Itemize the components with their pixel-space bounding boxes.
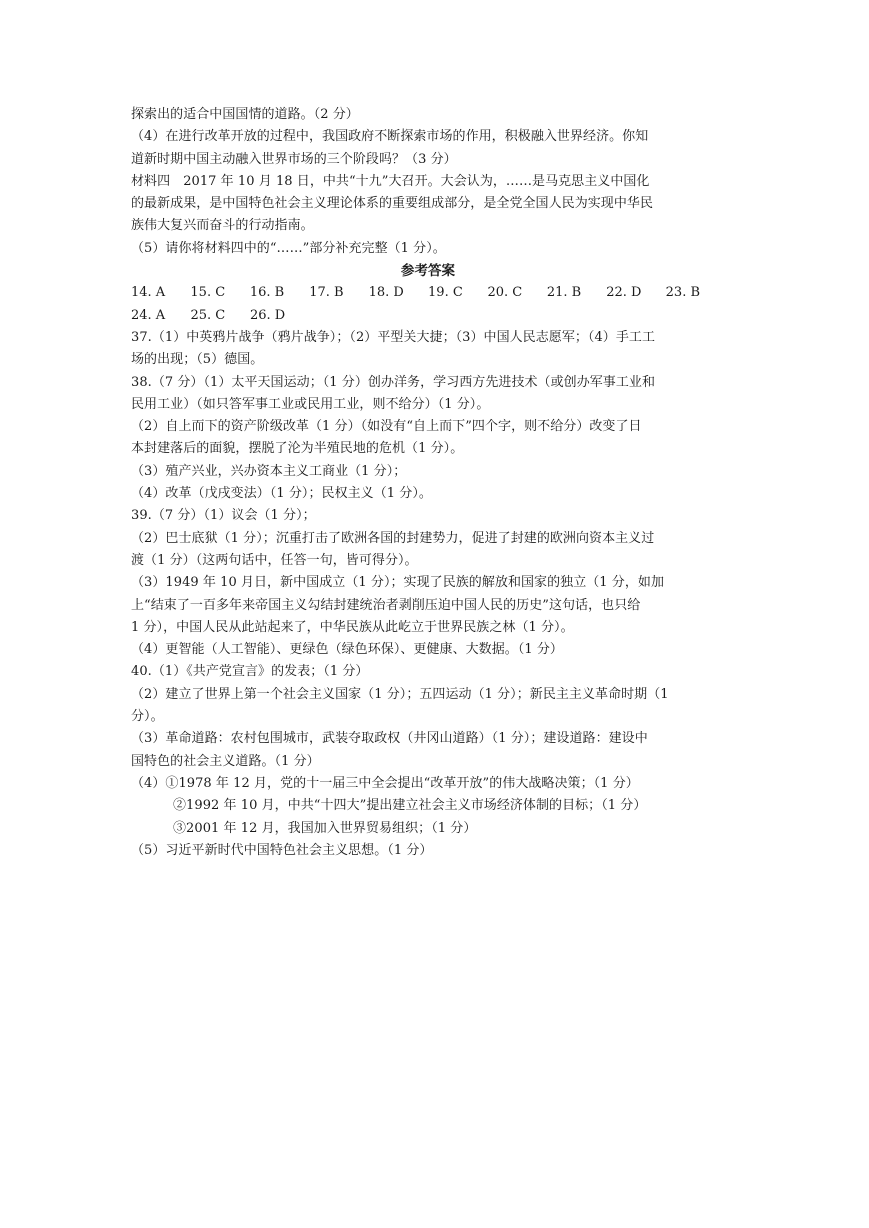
- mc-answer: 24. A: [131, 307, 166, 323]
- answer-line: （3）殖产兴业，兴办资本主义工商业（1 分）；: [131, 463, 407, 479]
- mc-answer: 15. C: [190, 285, 226, 301]
- answer-line: 渡（1 分）（这两句话中，任答一句，皆可得分）。: [131, 552, 418, 568]
- answer-line: （3）革命道路：农村包围城市，武装夺取政权（井冈山道路）（1 分）；建设道路：建设中: [131, 731, 648, 747]
- mc-answer: 25. C: [190, 307, 226, 323]
- answer-line: 37.（1）中英鸦片战争（鸦片战争）；（2）平型关大捷；（3）中国人民志愿军；（4）手工工: [131, 329, 656, 345]
- answer-line: 国特色的社会主义道路。（1 分）: [131, 753, 320, 769]
- mc-answer: 23. B: [665, 285, 701, 301]
- answer-line-indented: ③2001 年 12 月，我国加入世界贸易组织；（1 分）: [173, 820, 477, 836]
- mc-answer: 21. B: [546, 285, 582, 301]
- question-text-block: [131, 104, 725, 260]
- answer-line-indented: ②1992 年 10 月，中共“十四大”提出建立社会主义市场经济体制的目标；（1 分）: [173, 798, 647, 814]
- answer-line: （2）建立了世界上第一个社会主义国家（1 分）；五四运动（1 分）；新民主主义革命时期（1: [131, 686, 669, 702]
- mc-answer: 16. B: [249, 285, 285, 301]
- text-line: （5）请你将材料四中的“……”部分补充完整（1 分）。: [131, 240, 446, 256]
- answer-text-block: [131, 327, 725, 862]
- answer-heading: 参考答案: [400, 263, 456, 280]
- answer-line: 40.（1）《共产党宣言》的发表；（1 分）: [131, 664, 369, 680]
- answer-line: 场的出现；（5）德国。: [131, 352, 264, 368]
- document-body: [131, 104, 725, 862]
- answer-line: （3）1949 年 10 月日，新中国成立（1 分）；实现了民族的解放和国家的独立（1 分，如加: [131, 575, 665, 591]
- answer-line: （4）更智能（人工智能）、更绿色（绿色环保）、更健康、大数据。（1 分）: [131, 642, 563, 658]
- answer-line: 民用工业）（如只答军事工业或民用工业，则不给分）（1 分）。: [131, 396, 490, 412]
- answer-line: （4）改革（戊戌变法）（1 分）；民权主义（1 分）。: [131, 486, 432, 502]
- mc-answer: 19. C: [428, 285, 463, 301]
- text-line: 探索出的适合中国国情的道路。（2 分）: [131, 107, 359, 122]
- mc-answer: 22. D: [606, 285, 642, 301]
- mc-answer: 17. B: [309, 285, 344, 301]
- multiple-choice-row-2: [131, 305, 725, 327]
- mc-answer: 20. C: [487, 285, 523, 301]
- mc-answer: 26. D: [250, 307, 286, 323]
- answer-line: 上“结束了一百多年来帝国主义勾结封建统治者剥削压迫中国人民的历史”这句话，也只给: [131, 597, 641, 613]
- answer-line: （4）①1978 年 12 月，党的十一届三中全会提出“改革开放”的伟大战略决策；（1 分）: [131, 775, 639, 791]
- text-line: （4）在进行改革开放的过程中，我国政府不断探索市场的作用，积极融入世界经济。你知: [131, 129, 649, 145]
- answer-line: 1 分），中国人民从此站起来了，中华民族从此屹立于世界民族之林（1 分）。: [131, 619, 574, 635]
- answer-line: （2）巴士底狱（1 分）；沉重打击了欧洲各国的封建势力，促进了封建的欧洲向资本主义过: [131, 530, 655, 546]
- answer-line: 本封建落后的面貌，摆脱了沦为半殖民地的危机（1 分）。: [131, 441, 464, 457]
- text-line: 族伟大复兴而奋斗的行动指南。: [131, 218, 314, 234]
- multiple-choice-row-1: [131, 282, 725, 304]
- mc-answer: 14. A: [131, 285, 166, 301]
- answer-line: 38.（7 分）（1）太平天国运动；（1 分）创办洋务，学习西方先进技术（或创办军事工业和: [131, 374, 656, 390]
- text-line: 材料四 2017 年 10 月 18 日，中共“十九”大召开。大会认为，……是马克思主义中国化: [131, 173, 650, 189]
- answer-line: （5）习近平新时代中国特色社会主义思想。（1 分）: [131, 842, 433, 858]
- answer-line: （2）自上而下的资产阶级改革（1 分）（如没有“自上而下”四个字，则不给分）改变了日: [131, 419, 642, 435]
- text-line: 的最新成果，是中国特色社会主义理论体系的重要组成部分，是全党全国人民为实现中华民: [131, 196, 654, 212]
- answer-line: 分）。: [131, 709, 164, 725]
- text-line: 道新时期中国主动融入世界市场的三个阶段吗？（3 分）: [131, 151, 457, 167]
- mc-answer: 18. D: [368, 285, 404, 301]
- answer-line: 39.（7 分）（1）议会（1 分）；: [131, 508, 316, 524]
